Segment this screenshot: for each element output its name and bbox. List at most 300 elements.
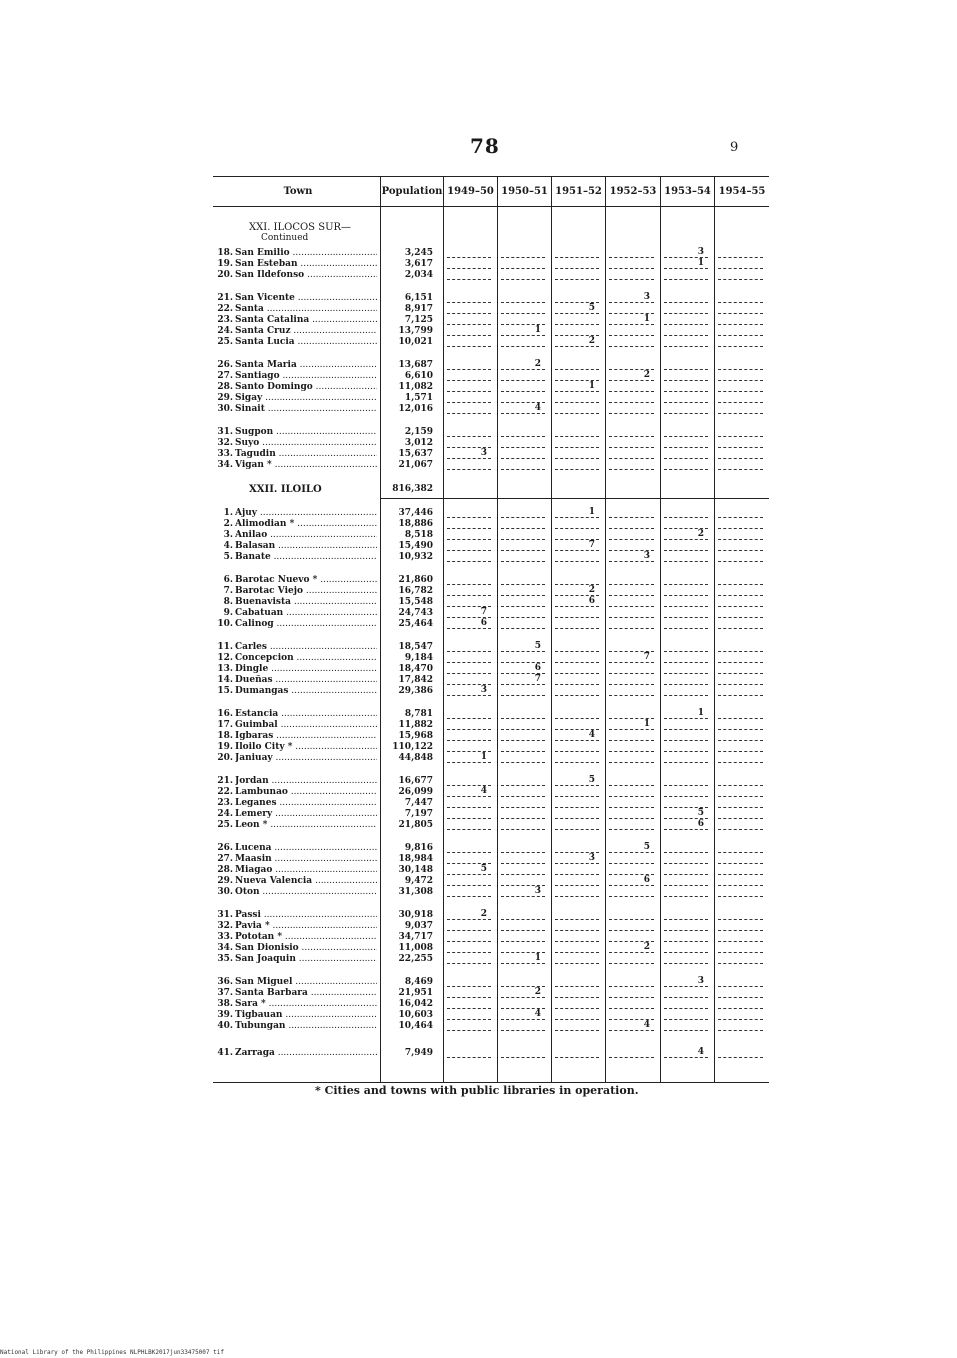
header-year: 1950–51 — [501, 186, 548, 197]
dotted-leader — [609, 413, 654, 414]
town-name: Iloilo City * ..... — [235, 742, 377, 753]
dotted-leader — [718, 528, 763, 529]
year-cell — [714, 304, 769, 315]
table-row — [213, 865, 769, 876]
year-cell — [497, 575, 551, 586]
year-cell — [443, 315, 497, 326]
year-cell — [660, 887, 714, 898]
population-value: 11,882 — [398, 720, 433, 730]
town-name: San Dionisio ..... — [235, 943, 377, 954]
dotted-leader — [664, 796, 708, 797]
dotted-leader — [501, 561, 545, 562]
dotted-leader — [447, 528, 491, 529]
year-cell — [443, 530, 497, 541]
year-cell — [443, 586, 497, 597]
dotted-leader — [555, 919, 599, 920]
section-title: XXI. ILOCOS SUR— — [249, 222, 352, 233]
population-value: 7,125 — [404, 315, 433, 325]
dotted-leader — [501, 751, 545, 752]
year-cell — [551, 742, 605, 753]
year-cell — [660, 664, 714, 675]
row-number: 4. — [223, 541, 233, 551]
dotted-leader — [609, 986, 654, 987]
row-number: 28. — [217, 865, 233, 875]
population-value: 29,386 — [398, 686, 433, 696]
row-number: 27. — [217, 854, 233, 864]
row-number: 31. — [217, 427, 233, 437]
year-cell — [714, 460, 769, 471]
population-value: 9,472 — [404, 876, 433, 886]
row-number: 21. — [217, 776, 233, 786]
year-cell — [660, 449, 714, 460]
year-cell — [605, 753, 660, 764]
year-cell — [660, 876, 714, 887]
year-cell — [714, 675, 769, 686]
year-cell — [605, 1048, 660, 1059]
year-cell — [551, 449, 605, 460]
dotted-leader — [501, 729, 545, 730]
year-cell — [605, 427, 660, 438]
table-row — [213, 270, 769, 281]
table-row — [213, 608, 769, 619]
header-population: Population — [381, 186, 443, 197]
town-name: Sugpon ..... — [235, 427, 377, 438]
dotted-leader — [555, 1057, 599, 1058]
dotted-leader — [501, 807, 545, 808]
dotted-leader — [609, 684, 654, 685]
section-subtitle: Continued — [261, 233, 309, 243]
dotted-leader — [447, 595, 491, 596]
year-cell — [443, 1021, 497, 1032]
library-count: 1 — [697, 258, 704, 268]
year-cell — [497, 653, 551, 664]
town-name: Sinait ..... — [235, 404, 377, 415]
row-number: 40. — [217, 1021, 233, 1031]
town-name: Guimbal ..... — [235, 720, 377, 731]
dotted-leader — [718, 997, 763, 998]
dotted-leader — [447, 436, 491, 437]
town-name: San Esteban ..... — [235, 259, 377, 270]
dotted-leader — [501, 941, 545, 942]
year-cell — [497, 337, 551, 348]
year-cell — [605, 519, 660, 530]
table-bottom-rule — [213, 1082, 769, 1083]
dotted-leader — [447, 1057, 491, 1058]
dotted-leader — [718, 986, 763, 987]
population-value: 1,571 — [404, 393, 433, 403]
dotted-leader — [718, 695, 763, 696]
table-row — [213, 921, 769, 932]
year-cell — [443, 597, 497, 608]
year-cell — [551, 1048, 605, 1059]
population-value: 7,197 — [404, 809, 433, 819]
year-cell — [497, 530, 551, 541]
year-cell — [497, 315, 551, 326]
dotted-leader — [501, 796, 545, 797]
dotted-leader — [447, 852, 491, 853]
row-number: 21. — [217, 293, 233, 303]
year-cell — [714, 360, 769, 371]
dotted-leader — [718, 628, 763, 629]
year-cell — [443, 1010, 497, 1021]
year-cell — [551, 910, 605, 921]
dotted-leader — [555, 896, 599, 897]
dotted-leader — [664, 313, 708, 314]
dotted-leader — [555, 796, 599, 797]
year-cell — [605, 854, 660, 865]
year-cell — [551, 843, 605, 854]
dotted-leader — [664, 380, 708, 381]
dotted-leader — [718, 829, 763, 830]
dotted-leader — [718, 963, 763, 964]
dotted-leader — [501, 391, 545, 392]
year-cell — [605, 954, 660, 965]
table-row — [213, 686, 769, 697]
year-cell — [714, 843, 769, 854]
table-row — [213, 720, 769, 731]
dotted-leader — [609, 785, 654, 786]
dotted-leader — [718, 673, 763, 674]
dotted-leader — [718, 436, 763, 437]
table-row — [213, 393, 769, 404]
year-cell — [605, 360, 660, 371]
header-rule — [213, 206, 769, 207]
dotted-leader — [555, 941, 599, 942]
year-cell — [551, 608, 605, 619]
year-cell — [714, 731, 769, 742]
library-count: 2 — [588, 585, 595, 595]
dotted-leader — [718, 751, 763, 752]
year-cell — [660, 315, 714, 326]
dotted-leader — [555, 930, 599, 931]
year-cell — [660, 304, 714, 315]
year-cell — [605, 820, 660, 831]
dotted-leader — [501, 595, 545, 596]
year-cell — [660, 382, 714, 393]
town-name: Leganes ..... — [235, 798, 377, 809]
row-number: 16. — [217, 709, 233, 719]
year-cell — [551, 820, 605, 831]
table-row — [213, 854, 769, 865]
dotted-leader — [718, 718, 763, 719]
dotted-leader — [664, 517, 708, 518]
dotted-leader — [447, 718, 491, 719]
year-cell — [605, 304, 660, 315]
dotted-leader — [664, 561, 708, 562]
table-row — [213, 943, 769, 954]
dotted-leader — [664, 1008, 708, 1009]
dotted-leader — [664, 729, 708, 730]
dotted-leader — [609, 279, 654, 280]
dotted-leader — [501, 458, 545, 459]
dotted-leader — [447, 1030, 491, 1031]
year-cell — [497, 427, 551, 438]
dotted-leader — [609, 584, 654, 585]
row-number: 14. — [217, 675, 233, 685]
year-cell — [714, 776, 769, 787]
dotted-leader — [718, 469, 763, 470]
year-cell — [660, 427, 714, 438]
year-cell — [443, 1048, 497, 1059]
year-cell — [551, 575, 605, 586]
dotted-leader — [609, 863, 654, 864]
year-cell — [443, 449, 497, 460]
year-cell — [443, 270, 497, 281]
dotted-leader — [718, 762, 763, 763]
population-value: 110,122 — [392, 742, 433, 752]
year-cell — [660, 259, 714, 270]
library-count: 6 — [480, 618, 487, 628]
population-value: 6,151 — [404, 293, 433, 303]
table-row — [213, 642, 769, 653]
dotted-leader — [555, 1030, 599, 1031]
dotted-leader — [501, 436, 545, 437]
town-name: Santo Domingo ..... — [235, 382, 377, 393]
year-cell — [443, 820, 497, 831]
dotted-leader — [718, 919, 763, 920]
dotted-leader — [664, 963, 708, 964]
town-name: Maasin ..... — [235, 854, 377, 865]
year-cell — [551, 709, 605, 720]
year-cell — [660, 675, 714, 686]
year-cell — [605, 293, 660, 304]
year-cell — [605, 910, 660, 921]
dotted-leader — [447, 930, 491, 931]
population-value: 21,951 — [398, 988, 433, 998]
dotted-leader — [501, 1030, 545, 1031]
row-number: 29. — [217, 876, 233, 886]
town-name: San Vicente ..... — [235, 293, 377, 304]
dotted-leader — [555, 402, 599, 403]
year-cell — [443, 776, 497, 787]
library-count: 5 — [643, 842, 650, 852]
dotted-leader — [718, 896, 763, 897]
year-cell — [605, 776, 660, 787]
year-cell — [714, 809, 769, 820]
year-cell — [660, 1048, 714, 1059]
year-cell — [497, 742, 551, 753]
library-count: 2 — [534, 359, 541, 369]
year-cell — [443, 910, 497, 921]
year-cell — [605, 921, 660, 932]
library-count: 1 — [643, 314, 650, 324]
row-number: 9. — [223, 608, 233, 618]
year-cell — [551, 315, 605, 326]
town-name: Miagao ..... — [235, 865, 377, 876]
dotted-leader — [664, 436, 708, 437]
year-cell — [714, 798, 769, 809]
town-name: Vigan * ..... — [235, 460, 377, 471]
year-cell — [443, 943, 497, 954]
library-count: 1 — [534, 953, 541, 963]
year-cell — [443, 787, 497, 798]
year-cell — [443, 887, 497, 898]
town-name: Dueñas ..... — [235, 675, 377, 686]
year-cell — [660, 776, 714, 787]
dotted-leader — [501, 930, 545, 931]
dotted-leader — [718, 852, 763, 853]
year-cell — [660, 977, 714, 988]
year-cell — [714, 653, 769, 664]
year-cell — [660, 541, 714, 552]
year-cell — [497, 259, 551, 270]
dotted-leader — [609, 469, 654, 470]
row-number: 31. — [217, 910, 233, 920]
year-cell — [714, 382, 769, 393]
year-cell — [605, 508, 660, 519]
year-cell — [714, 742, 769, 753]
year-cell — [551, 619, 605, 630]
year-cell — [714, 371, 769, 382]
dotted-leader — [555, 673, 599, 674]
year-cell — [660, 921, 714, 932]
row-number: 17. — [217, 720, 233, 730]
dotted-leader — [609, 1057, 654, 1058]
table-row — [213, 977, 769, 988]
year-cell — [551, 508, 605, 519]
year-cell — [714, 438, 769, 449]
year-cell — [605, 653, 660, 664]
year-cell — [660, 686, 714, 697]
year-cell — [605, 575, 660, 586]
population-value: 2,034 — [404, 270, 433, 280]
town-name: Concepcion ..... — [235, 653, 377, 664]
library-count: 4 — [534, 403, 541, 413]
year-cell — [660, 519, 714, 530]
year-cell — [660, 360, 714, 371]
dotted-leader — [555, 469, 599, 470]
town-name: Santiago ..... — [235, 371, 377, 382]
year-cell — [714, 999, 769, 1010]
row-number: 22. — [217, 304, 233, 314]
library-count: 1 — [480, 752, 487, 762]
year-cell — [714, 720, 769, 731]
year-cell — [605, 1010, 660, 1021]
year-cell — [660, 932, 714, 943]
row-number: 36. — [217, 977, 233, 987]
dotted-leader — [555, 458, 599, 459]
year-cell — [497, 326, 551, 337]
dotted-leader — [447, 997, 491, 998]
dotted-leader — [501, 863, 545, 864]
dotted-leader — [664, 302, 708, 303]
year-cell — [551, 999, 605, 1010]
dotted-leader — [447, 818, 491, 819]
population-value: 8,469 — [404, 977, 433, 987]
population-value: 18,984 — [398, 854, 433, 864]
year-cell — [605, 586, 660, 597]
year-cell — [443, 304, 497, 315]
year-cell — [714, 753, 769, 764]
year-cell — [605, 809, 660, 820]
year-cell — [660, 731, 714, 742]
year-cell — [443, 293, 497, 304]
town-name: Janiuay ..... — [235, 753, 377, 764]
dotted-leader — [718, 380, 763, 381]
row-number: 33. — [217, 932, 233, 942]
dotted-leader — [664, 673, 708, 674]
dotted-leader — [555, 952, 599, 953]
year-cell — [660, 854, 714, 865]
year-cell — [605, 999, 660, 1010]
year-cell — [443, 854, 497, 865]
town-name: Santa ..... — [235, 304, 377, 315]
library-count: 2 — [643, 370, 650, 380]
population-value: 30,918 — [398, 910, 433, 920]
year-cell — [714, 988, 769, 999]
year-cell — [443, 393, 497, 404]
dotted-leader — [718, 517, 763, 518]
year-cell — [714, 427, 769, 438]
year-cell — [660, 999, 714, 1010]
town-name: Carles ..... — [235, 642, 377, 653]
population-value: 16,677 — [398, 776, 433, 786]
dotted-leader — [609, 606, 654, 607]
dotted-leader — [718, 279, 763, 280]
year-cell — [443, 259, 497, 270]
dotted-leader — [447, 963, 491, 964]
year-cell — [551, 597, 605, 608]
town-name: San Emilio ..... — [235, 248, 377, 259]
dotted-leader — [718, 785, 763, 786]
table-row — [213, 1021, 769, 1032]
year-cell — [714, 508, 769, 519]
dotted-leader — [718, 863, 763, 864]
library-count: 3 — [697, 247, 704, 257]
table-row — [213, 910, 769, 921]
library-count: 7 — [480, 607, 487, 617]
dotted-leader — [555, 413, 599, 414]
population-value: 18,886 — [398, 519, 433, 529]
dotted-leader — [664, 413, 708, 414]
year-cell — [497, 943, 551, 954]
table-row — [213, 1048, 769, 1059]
year-cell — [660, 742, 714, 753]
library-count: 4 — [534, 1009, 541, 1019]
year-cell — [497, 619, 551, 630]
dotted-leader — [501, 584, 545, 585]
dotted-leader — [501, 539, 545, 540]
town-name: Tagudin ..... — [235, 449, 377, 460]
year-cell — [443, 371, 497, 382]
dotted-leader — [501, 606, 545, 607]
library-count: 1 — [643, 719, 650, 729]
year-cell — [443, 427, 497, 438]
year-cell — [605, 449, 660, 460]
dotted-leader — [718, 662, 763, 663]
population-value: 13,799 — [398, 326, 433, 336]
year-cell — [660, 337, 714, 348]
dotted-leader — [447, 539, 491, 540]
row-number: 26. — [217, 843, 233, 853]
row-number: 6. — [223, 575, 233, 585]
population-value: 10,932 — [398, 552, 433, 562]
population-value: 7,949 — [404, 1048, 433, 1058]
population-value: 16,042 — [398, 999, 433, 1009]
year-cell — [497, 248, 551, 259]
year-cell — [551, 943, 605, 954]
year-cell — [551, 876, 605, 887]
town-name: San Joaquin ..... — [235, 954, 377, 965]
year-cell — [551, 753, 605, 764]
population-value: 21,860 — [398, 575, 433, 585]
year-cell — [605, 337, 660, 348]
table-row — [213, 586, 769, 597]
year-cell — [660, 642, 714, 653]
library-count: 4 — [588, 730, 595, 740]
year-cell — [714, 820, 769, 831]
year-cell — [605, 977, 660, 988]
